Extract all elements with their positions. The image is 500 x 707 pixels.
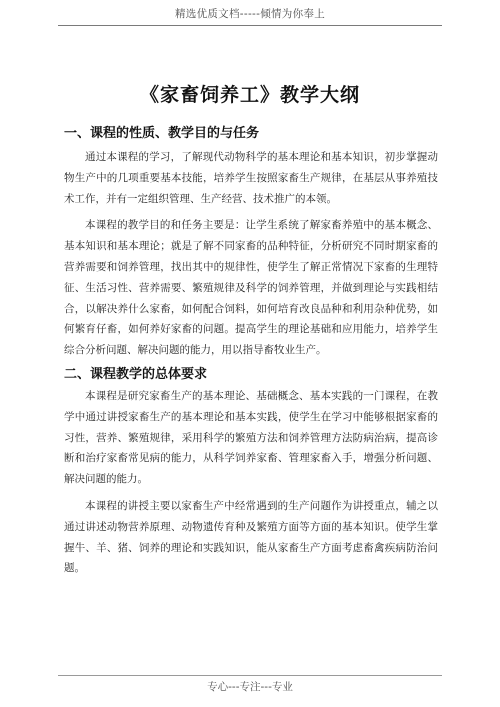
document-body [64,124,438,579]
section-1-paragraph-2: 本课程的教学目的和任务主要是：让学生系统了解家畜养殖中的基本概念、基本知识和基本理论；就是了解不同家畜的品种特征，分析研究不同时期家畜的营养需要和饲养管理，找出其中的规律性，使学生了解正常情况下家畜的生理特征、生活习性、营养需要、繁殖规律及科学的饲养管理，并做到理论与实践相结合，以解决养什么家畜，如何配合饲料，如何培育改良品种和利用杂种优势，如何繁育仔畜，如何养好家畜的问题。提高学生的理论基础和应用能力，培养学生综合分析问题、解决问题的能力，用以指导畜牧业生产。 [64,219,438,357]
section-2-paragraph-2: 本课程的讲授主要以家畜生产中经常遇到的生产问题作为讲授重点，辅之以通过讲述动物营养原理、动物遗传育种及繁殖方面等方面的基本知识。使学生掌握牛、羊、猪、饲养的理论和实践知识，能从家畜生产方面考虑畜禽疾病防治问题。 [64,499,438,575]
section-1-paragraph-1: 通过本课程的学习，了解现代动物科学的基本理论和基本知识，初步掌握动物生产中的几项重要基本技能，培养学生按照家畜生产规律，在基层从事养殖技术工作，并有一定组织管理、生产经营、技术推广的本领。 [64,151,438,205]
section-heading-2: 二、课程教学的总体要求 [64,366,208,382]
section-2-paragraph-1: 本课程是研究家畜生产的基本理论、基础概念、基本实践的一门课程，在教学中通过讲授家畜生产的基本理论和基本实践，使学生在学习中能够根据家畜的习性，营养、繁殖规律，采用科学的繁殖方法和饲养管理方法防病治病，提高诊断和治疗家畜常见病的能力，从科学饲养家畜、管理家畜入手，增强分析问题、解决问题的能力。 [64,389,438,486]
document-title: 《家畜饲养工》教学大纲 [139,84,360,106]
running-footer: 专心---专注---专业 [207,681,293,693]
running-header: 精选优质文档-----倾情为你奉上 [174,8,326,20]
section-heading-1: 一、课程的性质、教学目的与任务 [64,126,260,141]
footer-divider [58,675,442,676]
header-divider [58,25,442,26]
